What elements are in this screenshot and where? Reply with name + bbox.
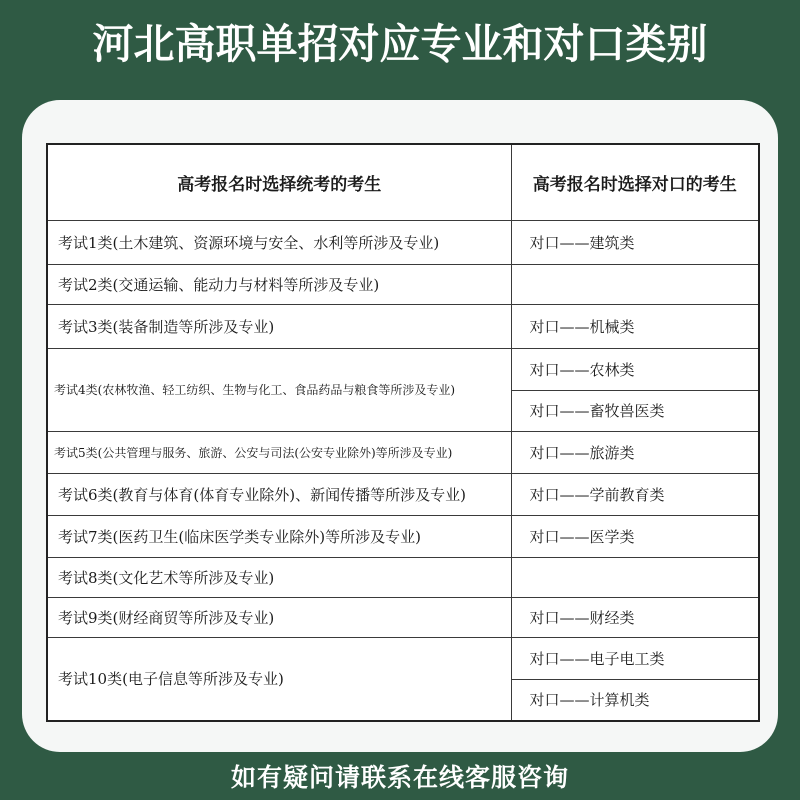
- table-row: [47, 304, 759, 348]
- vocational-category: 对口——计算机类: [511, 679, 759, 721]
- exam-category-6: 考试6类(教育与体育(体育专业除外)、新闻传播等所涉及专业): [47, 473, 511, 515]
- vocational-category: 对口——财经类: [511, 597, 759, 637]
- exam-category-10: 考试10类(电子信息等所涉及专业): [47, 637, 511, 721]
- table-row: [47, 637, 759, 679]
- exam-category-7: 考试7类(医药卫生(临床医学类专业除外)等所涉及专业): [47, 515, 511, 557]
- table-header-row: [47, 144, 759, 220]
- exam-category-4: 考试4类(农林牧渔、轻工纺织、生物与化工、食品药品与粮食等所涉及专业): [47, 348, 511, 431]
- vocational-category: 对口——电子电工类: [511, 637, 759, 679]
- vocational-category: 对口——机械类: [511, 304, 759, 348]
- category-table: [46, 143, 760, 722]
- footer-contact-note: 如有疑问请联系在线客服咨询: [230, 763, 569, 792]
- header-unified-exam: 高考报名时选择统考的考生: [47, 144, 511, 220]
- exam-category-1: 考试1类(土木建筑、资源环境与安全、水利等所涉及专业): [47, 220, 511, 264]
- exam-category-9: 考试9类(财经商贸等所涉及专业): [47, 597, 511, 637]
- vocational-category: 对口——旅游类: [511, 431, 759, 473]
- vocational-category: 对口——农林类: [511, 348, 759, 390]
- table-row: [47, 431, 759, 473]
- vocational-category: 对口——畜牧兽医类: [511, 390, 759, 431]
- vocational-category: 对口——建筑类: [511, 220, 759, 264]
- table-row: [47, 515, 759, 557]
- table-row: [47, 597, 759, 637]
- vocational-category: 对口——学前教育类: [511, 473, 759, 515]
- header-vocational-exam: 高考报名时选择对口的考生: [511, 144, 759, 220]
- table-row: [47, 220, 759, 264]
- exam-category-2: 考试2类(交通运输、能动力与材料等所涉及专业): [47, 264, 511, 304]
- table-row: [47, 264, 759, 304]
- exam-category-8: 考试8类(文化艺术等所涉及专业): [47, 557, 511, 597]
- exam-category-3: 考试3类(装备制造等所涉及专业): [47, 304, 511, 348]
- vocational-category: [511, 557, 759, 597]
- table-row: [47, 473, 759, 515]
- exam-category-5: 考试5类(公共管理与服务、旅游、公安与司法(公安专业除外)等所涉及专业): [47, 431, 511, 473]
- vocational-category: 对口——医学类: [511, 515, 759, 557]
- page-title: 河北高职单招对应专业和对口类别: [92, 20, 708, 68]
- table-row: [47, 348, 759, 390]
- vocational-category: [511, 264, 759, 304]
- table-row: [47, 557, 759, 597]
